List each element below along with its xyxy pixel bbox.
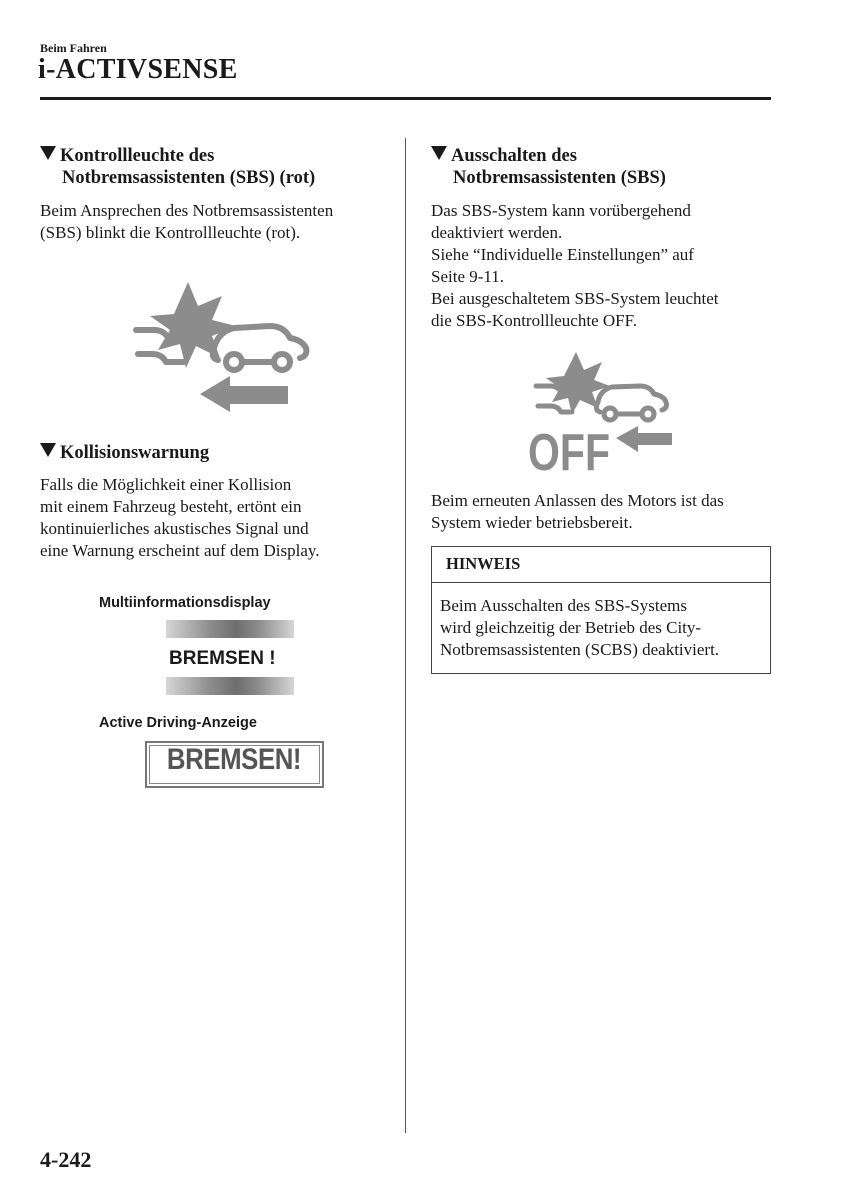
sbs-off-label: OFF [528, 424, 610, 474]
collision-text [40, 474, 320, 562]
sbs-off-light-icon [528, 352, 674, 474]
collision-text-line4: eine Warnung erscheint auf dem Display. [40, 541, 320, 560]
disable-text [431, 200, 719, 332]
disable-text-line5: Bei ausgeschaltetem SBS-System leuchtet [431, 289, 719, 308]
sbs-warning-light-icon [130, 282, 315, 412]
column-divider [405, 138, 406, 1133]
indicator-heading [40, 145, 315, 189]
indicator-text [40, 200, 333, 244]
indicator-text-line1: Beim Ansprechen des Notbremsassistenten [40, 201, 334, 220]
page-title: i-ACTIVSENSE [38, 54, 238, 85]
collision-text-line3: kontinuierliches akustisches Signal und [40, 519, 309, 538]
collision-heading-text: Kollisionswarnung [60, 443, 210, 463]
disable-text-line4: Seite 9-11. [431, 267, 505, 286]
disable-heading-line1: Ausschalten des [451, 146, 577, 166]
indicator-heading-line2: Notbremsassistenten (SBS) (rot) [62, 168, 316, 188]
multi-display-caption: Multiinformationsdisplay [99, 595, 271, 611]
restart-text [431, 490, 724, 534]
collision-text-line2: mit einem Fahrzeug besteht, ertönt ein [40, 497, 302, 516]
display-bar-bottom [166, 677, 294, 695]
note-box [431, 546, 771, 674]
restart-text-line2: System wieder betriebsbereit. [431, 513, 633, 532]
indicator-text-line2: (SBS) blinkt die Kontrollleuchte (rot). [40, 223, 301, 242]
note-title: HINWEIS [432, 547, 770, 583]
collision-heading [40, 442, 209, 464]
disable-heading [431, 145, 666, 189]
triangle-bullet-icon [40, 146, 56, 160]
note-line2: wird gleichzeitig der Betrieb des City- [440, 618, 702, 637]
active-driving-caption: Active Driving-Anzeige [99, 715, 257, 731]
collision-text-line1: Falls die Möglichkeit einer Kollision [40, 475, 292, 494]
title-rule [40, 97, 771, 100]
display-bar-top [166, 620, 294, 638]
active-driving-display [145, 741, 324, 788]
disable-text-line3: Siehe “Individuelle Einstellungen” auf [431, 245, 694, 264]
disable-text-line1: Das SBS-System kann vorübergehend [431, 201, 691, 220]
page-number: 4-242 [40, 1147, 92, 1172]
multi-display-message: BREMSEN ! [169, 648, 276, 669]
note-line3: Notbremsassistenten (SCBS) deaktiviert. [440, 640, 720, 659]
disable-text-line2: deaktiviert werden. [431, 223, 563, 242]
disable-heading-line2: Notbremsassistenten (SBS) [453, 168, 666, 188]
section-label: Beim Fahren [40, 41, 107, 55]
indicator-heading-line1: Kontrollleuchte des [60, 146, 215, 166]
triangle-bullet-icon [40, 443, 56, 457]
disable-text-line6: die SBS-Kontrollleuchte OFF. [431, 311, 637, 330]
note-body [432, 583, 770, 661]
triangle-bullet-icon [431, 146, 447, 160]
active-driving-message: BREMSEN! [167, 743, 302, 776]
note-line1: Beim Ausschalten des SBS-Systems [440, 596, 687, 615]
restart-text-line1: Beim erneuten Anlassen des Motors ist das [431, 491, 724, 510]
